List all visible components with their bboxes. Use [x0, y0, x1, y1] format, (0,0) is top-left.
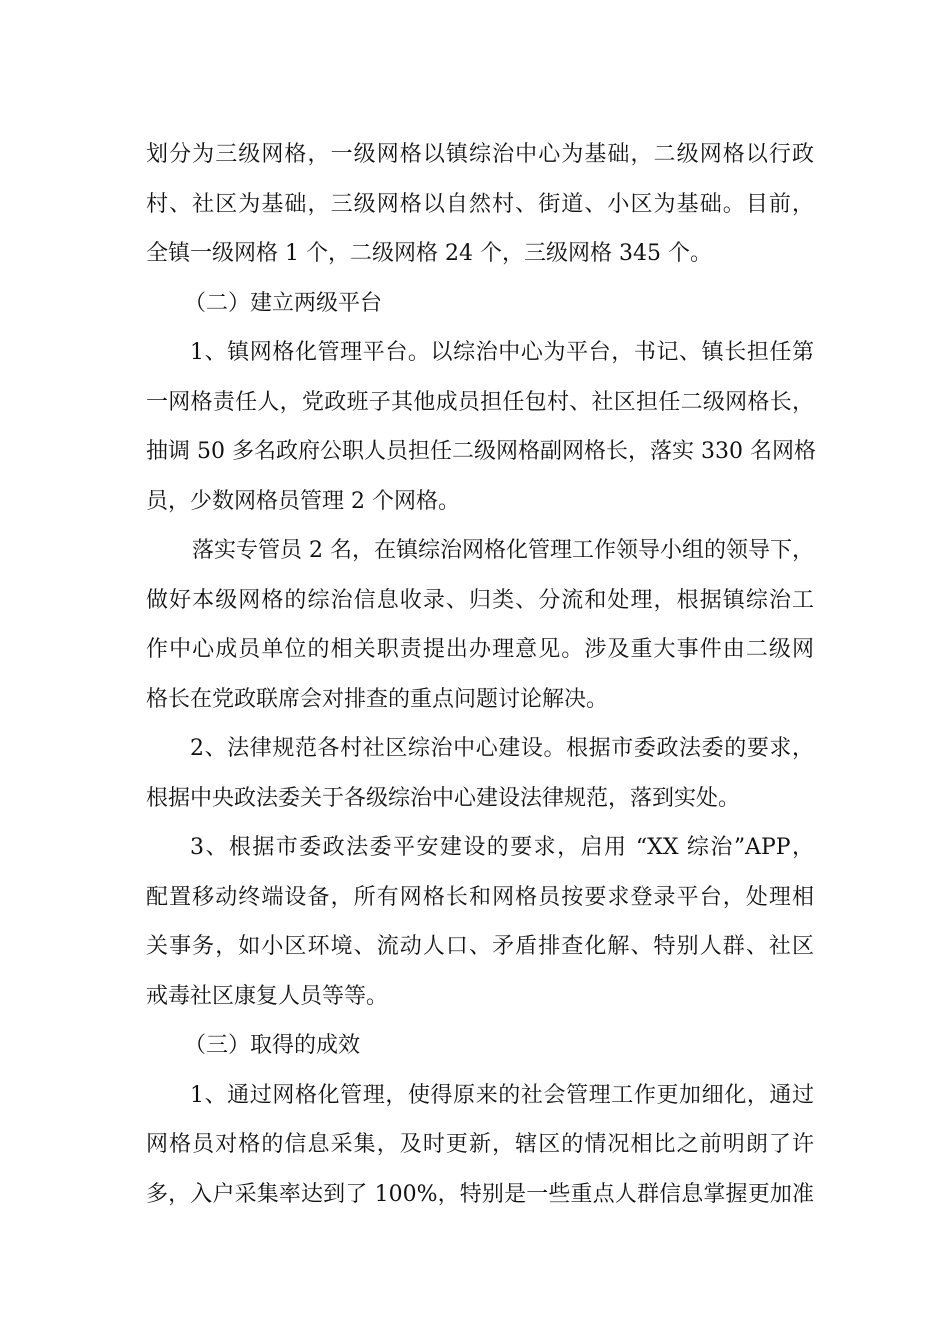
text-line: 划分为三级网格，一级网格以镇综治中心为基础，二级网格以行政	[146, 142, 814, 167]
text-line: 抽调 50 多名政府公职人员担任二级网格副网格长，落实 330 名网格	[146, 439, 816, 464]
text-line: 落实专管员 2 名，在镇综治网格化管理工作领导小组的领导下，	[192, 538, 814, 563]
text-line: 1、通过网格化管理，使得原来的社会管理工作更加细化，通过	[190, 1082, 814, 1108]
text-line: 格长在党政联席会对排查的重点问题讨论解决。	[146, 686, 609, 712]
text-line: 3、根据市委政法委平安建设的要求，启用 “XX 综治”APP，	[190, 835, 814, 860]
text-line: 村、社区为基础，三级网格以自然村、街道、小区为基础。目前，	[146, 191, 814, 217]
text-line: 1、镇网格化管理平台。以综治中心为平台，书记、镇长担任第	[190, 340, 814, 365]
text-line: 员，少数网格员管理 2 个网格。	[146, 488, 460, 514]
text-line: 网格员对格的信息采集，及时更新，辖区的情况相比之前明朗了许	[146, 1132, 814, 1157]
document-body	[146, 130, 814, 1219]
text-line: 戒毒社区康复人员等等。	[146, 983, 389, 1009]
text-line: 配置移动终端设备，所有网格长和网格员按要求登录平台，处理相	[146, 884, 814, 910]
text-line: 根据中央政法委关于各级综治中心建设法律规范，落到实处。	[146, 785, 741, 811]
section-heading: （三）取得的成效	[184, 1033, 361, 1058]
section-heading: （二）建立两级平台	[184, 290, 383, 316]
text-line: 多，入户采集率达到了 100%，特别是一些重点人群信息掌握更加准	[146, 1181, 814, 1207]
text-line: 作中心成员单位的相关职责提出办理意见。涉及重大事件由二级网	[146, 637, 814, 662]
text-line: 关事务，如小区环境、流动人口、矛盾排查化解、特别人群、社区	[146, 934, 814, 959]
text-line: 2、法律规范各村社区综治中心建设。根据市委政法委的要求，	[190, 736, 814, 761]
text-line: 做好本级网格的综治信息收录、归类、分流和处理，根据镇综治工	[146, 587, 814, 613]
text-line: 一网格责任人，党政班子其他成员担任包村、社区担任二级网格长，	[146, 389, 814, 415]
text-line: 全镇一级网格 1 个，二级网格 24 个，三级网格 345 个。	[146, 241, 712, 266]
